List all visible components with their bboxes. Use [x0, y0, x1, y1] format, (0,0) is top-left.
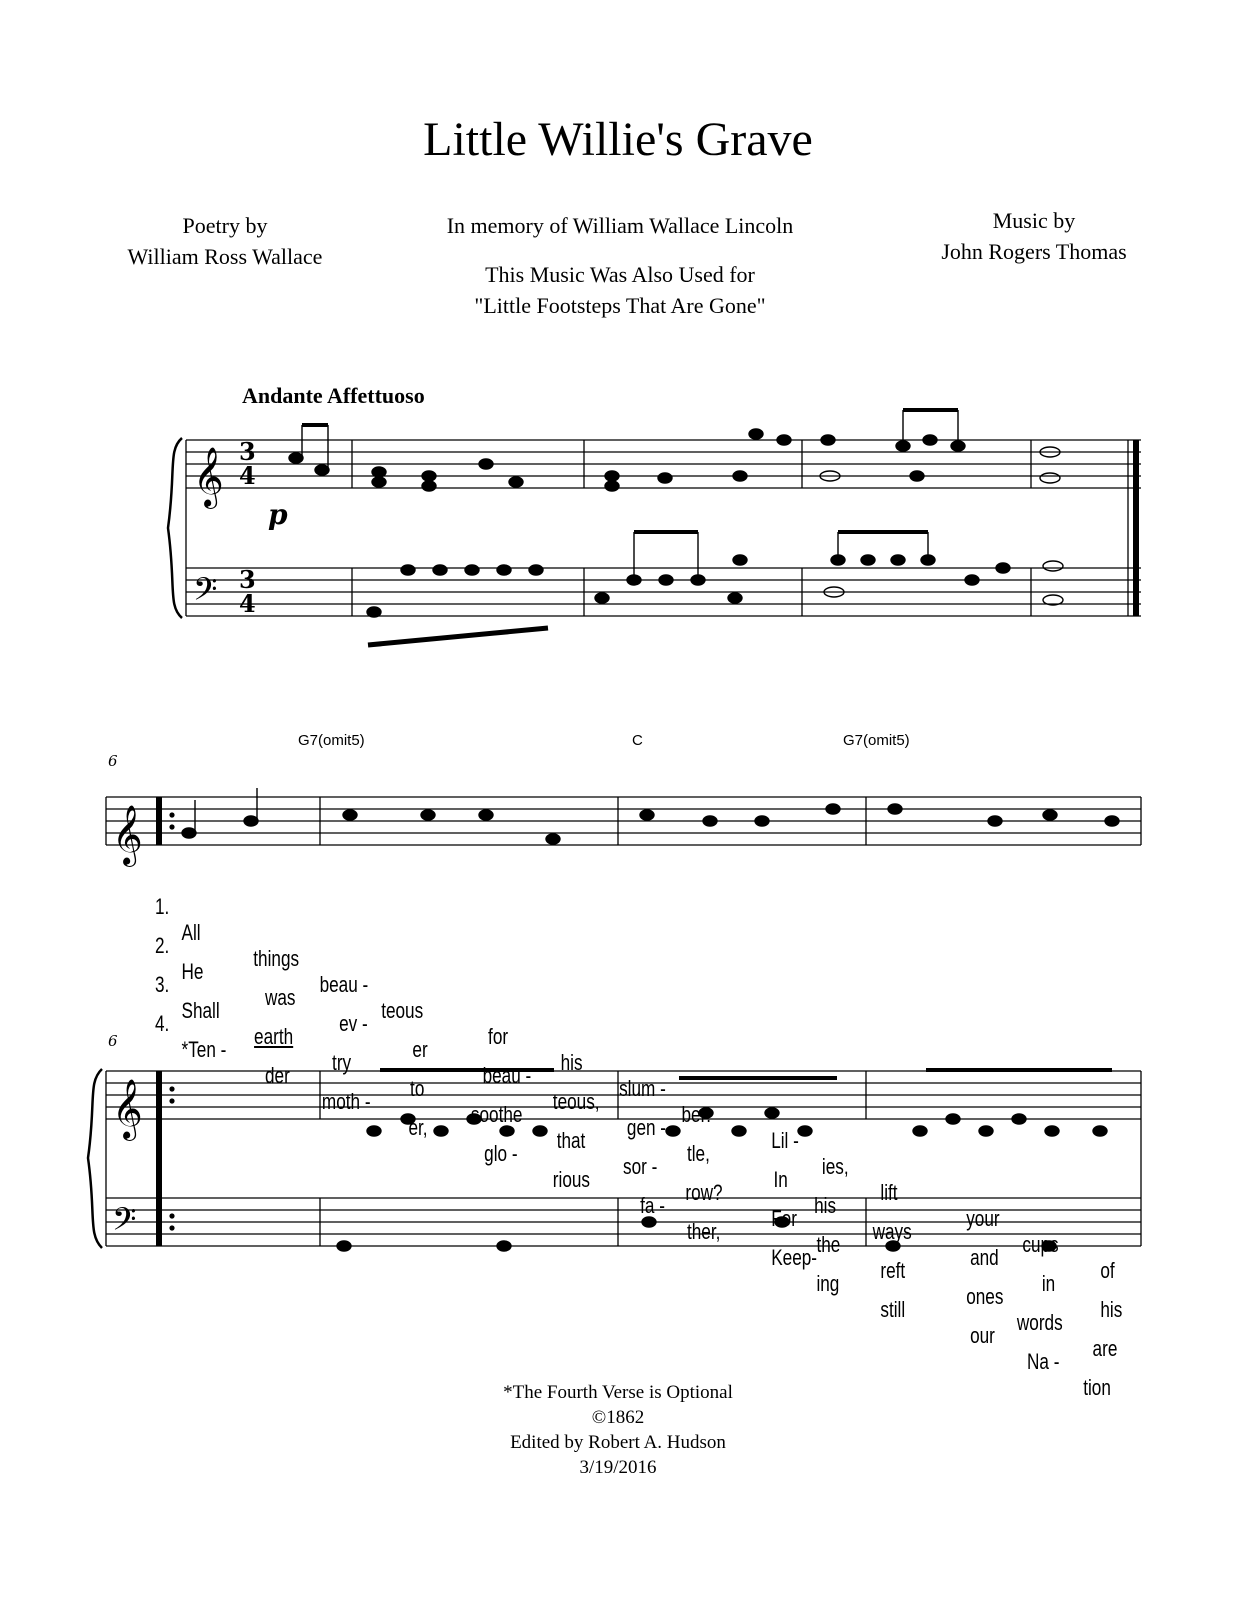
voice-treble-clef-icon: 𝄞 — [112, 805, 143, 865]
piano-bass-clef-icon: 𝄢 — [112, 1201, 137, 1245]
verse-label: 1. — [155, 894, 170, 919]
lyric-syllable: words — [1016, 1310, 1063, 1335]
lyric-syllable: slum - — [619, 1076, 666, 1101]
treble-clef-icon: 𝄞 — [193, 447, 224, 507]
lyric-syllable: that — [556, 1128, 586, 1153]
lyric-syllable: his — [560, 1050, 583, 1075]
footer-editor: Edited by Robert A. Hudson — [510, 1432, 726, 1453]
lyric-syllable: er, — [408, 1115, 428, 1140]
lyric-syllable: er — [412, 1037, 428, 1062]
piano-treble-clef-icon: 𝄞 — [112, 1079, 143, 1139]
lyric-syllable: in — [1041, 1271, 1056, 1296]
also-used-line1: This Music Was Also Used for — [485, 262, 755, 287]
dynamic-marking: p — [268, 498, 288, 531]
lyric-syllable: lift — [880, 1180, 898, 1205]
lyric-syllable: his — [814, 1193, 837, 1218]
lyric-syllable: beau - — [319, 972, 369, 997]
lyric-syllable: He — [181, 959, 204, 984]
lyric-syllable: and — [970, 1245, 999, 1270]
lyric-syllable: Lil - — [771, 1128, 799, 1153]
lyric-syllable: row? — [685, 1180, 723, 1205]
time-sig-top: 3 — [239, 437, 256, 466]
system2-brace — [88, 1069, 102, 1248]
system2-voice-staff — [106, 797, 1141, 845]
final-barline — [1133, 440, 1139, 616]
lyric-syllable: ber! — [681, 1102, 712, 1127]
time-sig-top-bass: 3 — [239, 565, 256, 594]
lyric-syllable: teous — [381, 998, 424, 1023]
lyric-syllable: the — [816, 1232, 841, 1257]
lyric-syllable: *Ten - — [181, 1037, 227, 1062]
lyric-syllable: soothe — [470, 1102, 523, 1127]
lyric-syllable: fa - — [640, 1193, 665, 1218]
chord-symbol-3: G7(omit5) — [843, 732, 910, 749]
tempo-marking: Andante Affettuoso — [242, 383, 425, 408]
lyric-syllable: are — [1092, 1336, 1118, 1361]
lyric-syllable: ies, — [821, 1154, 849, 1179]
lyric-syllable: his — [1100, 1297, 1123, 1322]
verse-label: 3. — [155, 972, 170, 997]
music-label: Music by — [992, 208, 1076, 233]
time-sig-bottom: 4 — [239, 461, 256, 490]
verse-label: 4. — [155, 1011, 170, 1036]
lyric-syllable: ther, — [686, 1219, 721, 1244]
also-used-line2: "Little Footsteps That Are Gone" — [474, 293, 766, 318]
lyric-syllable: our — [970, 1323, 995, 1348]
lyric-syllable: gen - — [626, 1115, 667, 1140]
system1-notes — [289, 410, 1063, 645]
lyric-syllable: In — [773, 1167, 788, 1192]
poet-name: William Ross Wallace — [127, 244, 323, 269]
song-title: Little Willie's Grave — [423, 113, 813, 166]
lyric-syllable: Na - — [1027, 1349, 1060, 1374]
footer-note: *The Fourth Verse is Optional — [503, 1382, 733, 1403]
footer — [0, 1380, 1236, 1480]
time-sig-bottom-bass: 4 — [239, 589, 256, 618]
lyric-syllable: rious — [552, 1167, 590, 1192]
lyric-syllable: sor - — [623, 1154, 658, 1179]
lyric-syllable: tle, — [686, 1141, 710, 1166]
dedication: In memory of William Wallace Lincoln — [446, 213, 794, 238]
lyric-syllable: still — [880, 1297, 906, 1322]
footer-date: 3/19/2016 — [579, 1457, 657, 1478]
lyric-syllable: glo - — [484, 1141, 518, 1166]
footer-copyright: ©1862 — [591, 1407, 645, 1428]
lyric-syllable: der — [264, 1063, 290, 1088]
lyric-syllable: Keep- — [771, 1245, 818, 1270]
system1-brace — [168, 438, 182, 618]
lyric-syllable: things — [253, 946, 300, 971]
lyric-syllable: of — [1100, 1258, 1115, 1283]
measure-number-voice: 6 — [108, 752, 118, 770]
poetry-label: Poetry by — [182, 213, 268, 238]
lyric-syllable-underlined: earth — [254, 1024, 294, 1049]
lyric-syllable: For — [771, 1206, 797, 1231]
lyric-syllable: tion — [1083, 1375, 1111, 1400]
verse-label: 2. — [155, 933, 170, 958]
lyric-syllable: cups — [1022, 1232, 1059, 1257]
lyric-syllable: ing — [816, 1271, 840, 1296]
measure-number-piano: 6 — [108, 1032, 118, 1050]
lyric-syllable: All — [181, 920, 201, 945]
lyric-syllable: was — [264, 985, 296, 1010]
lyric-syllable: teous, — [552, 1089, 600, 1114]
lyric-syllable: your — [966, 1206, 1000, 1231]
chord-symbol-1: G7(omit5) — [298, 732, 365, 749]
bass-clef-icon: 𝄢 — [193, 571, 218, 615]
lyric-syllable: ones — [966, 1284, 1004, 1309]
lyric-syllable: for — [488, 1024, 509, 1049]
lyric-syllable: moth - — [321, 1089, 371, 1114]
lyric-syllable: to — [410, 1076, 425, 1101]
lyric-syllable: ev - — [339, 1011, 368, 1036]
lyric-syllable: Shall — [181, 998, 220, 1023]
lyric-syllable: ways — [872, 1219, 912, 1244]
chord-symbol-2: C — [632, 732, 643, 749]
lyric-syllable: try — [332, 1050, 352, 1075]
lyric-syllable: beau - — [482, 1063, 532, 1088]
composer-name: John Rogers Thomas — [941, 239, 1127, 264]
lyric-syllable: reft — [880, 1258, 906, 1283]
